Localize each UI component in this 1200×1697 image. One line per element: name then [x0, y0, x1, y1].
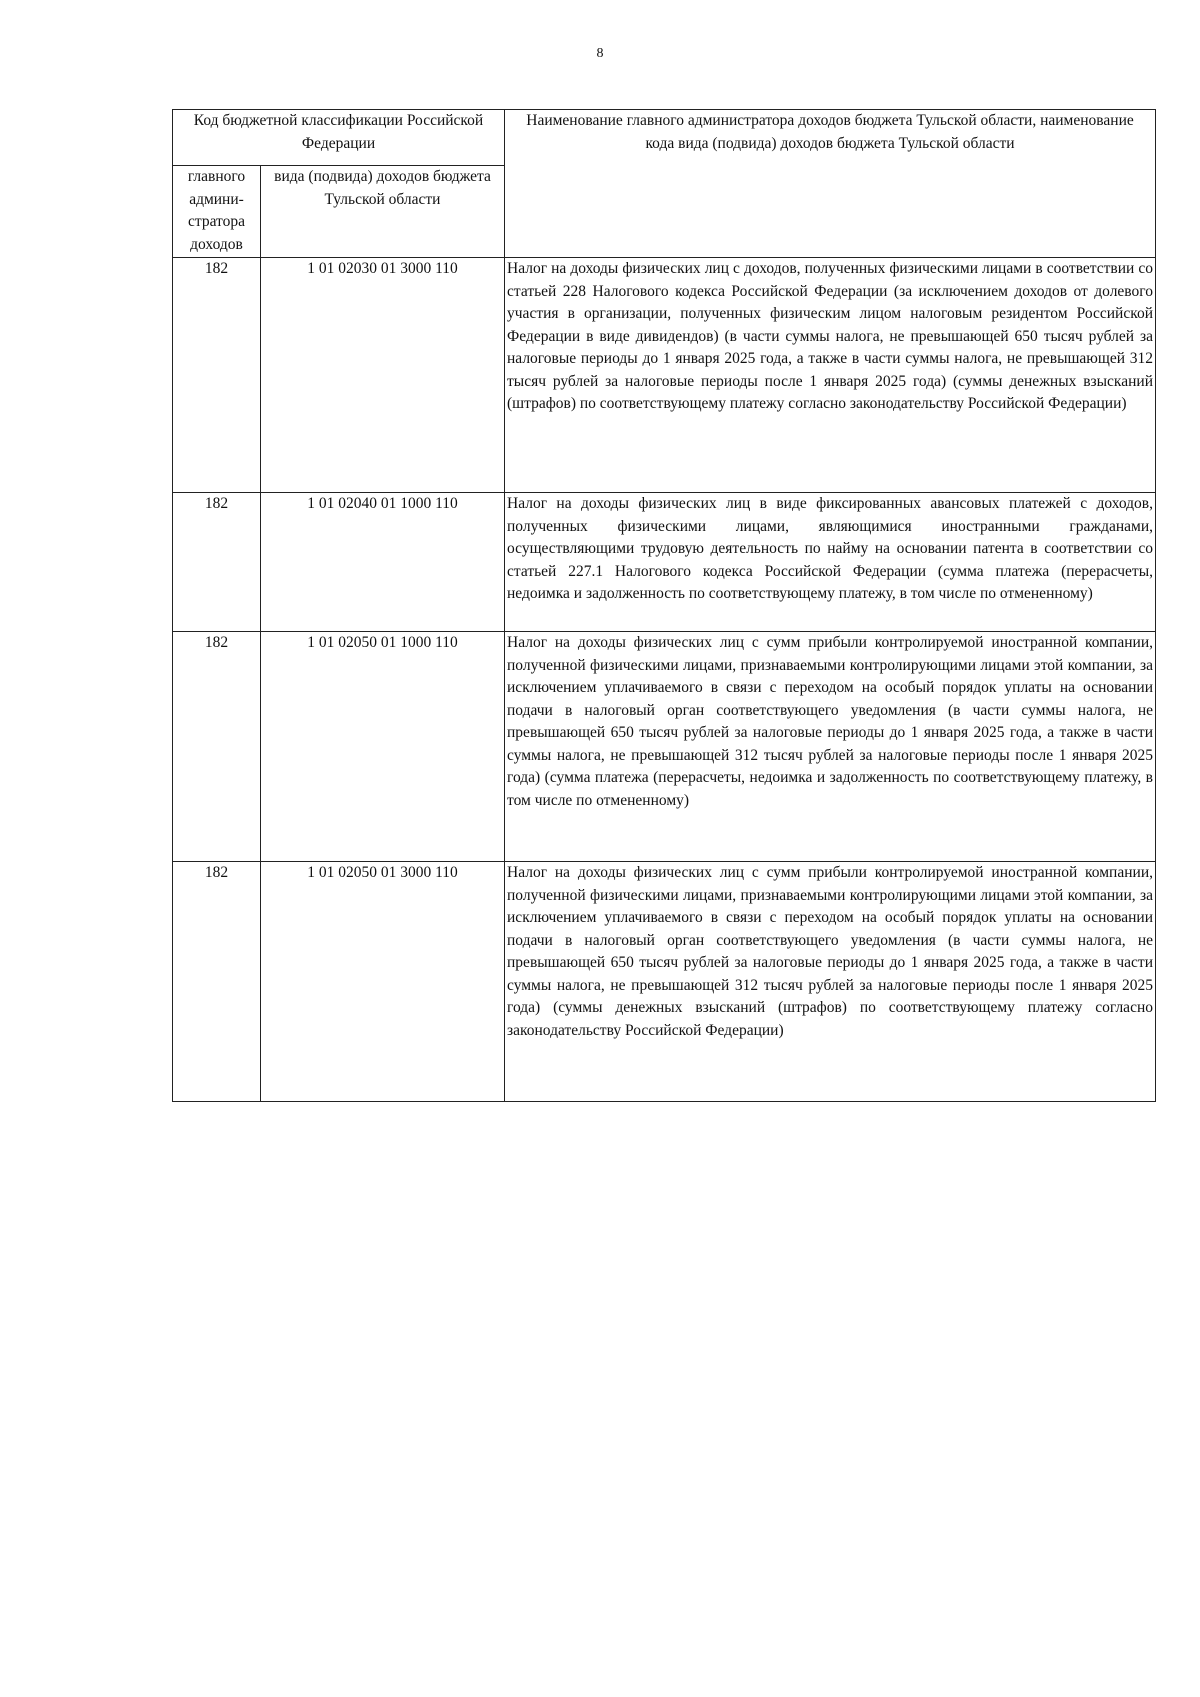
table-row	[173, 862, 1156, 1102]
header-admin-line: стратора	[187, 213, 246, 230]
income-code-cell: 1 01 02040 01 1000 110	[261, 493, 505, 632]
admin-code-cell: 182	[173, 862, 261, 1102]
description-cell: Налог на доходы физических лиц в виде фиксированных авансовых платежей с доходов, полученных физическими лицами, являющимися иностранными гражданами, осуществляющими трудовую деятельность по найму на основании патента в соответствии со статьей 227.1 Налогового кодекса Российской Федерации (сумма платежа (перерасчеты, недоимка и задолженность по соответствующему платежу, в том числе по отмененному)	[505, 493, 1156, 632]
income-code-cell: 1 01 02050 01 3000 110	[261, 862, 505, 1102]
income-code-cell: 1 01 02050 01 1000 110	[261, 632, 505, 862]
admin-code-cell: 182	[173, 258, 261, 493]
table-row	[173, 258, 1156, 493]
description-cell: Налог на доходы физических лиц с доходов, полученных физическими лицами в соответствии со статьей 228 Налогового кодекса Российской Федерации (за исключением доходов от долевого участия в организации, полученных физическим лицом налоговым резидентом Российской Федерации в виде дивидендов) (в части суммы налога, не превышающей 650 тысяч рублей за налоговые периоды до 1 января 2025 года, а также в части суммы налога, не превышающей 312 тысяч рублей за налоговые периоды после 1 января 2025 года) (суммы денежных взысканий (штрафов) по соответствующему платежу согласно законодательству Российской Федерации)	[505, 258, 1156, 493]
description-cell: Налог на доходы физических лиц с сумм прибыли контролируемой иностранной компании, полученной физическими лицами, признаваемыми контролирующими лицами этой компании, за исключением уплачиваемого в связи с переходом на особый порядок уплаты на основании подачи в налоговый орган соответствующего уведомления (в части суммы налога, не превышающей 650 тысяч рублей за налоговые периоды до 1 января 2025 года, а также в части суммы налога, не превышающей 312 тысяч рублей за налоговые периоды после 1 января 2025 года) (сумма платежа (перерасчеты, недоимка и задолженность по соответствующему платежу, в том числе по отмененному)	[505, 632, 1156, 862]
admin-code-cell: 182	[173, 632, 261, 862]
income-code-cell: 1 01 02030 01 3000 110	[261, 258, 505, 493]
header-kind-column: вида (подвида) доходов бюджета Тульской области	[261, 166, 505, 258]
header-admin-line: главного	[187, 168, 246, 185]
page-number: 8	[596, 46, 604, 61]
header-admin-line: доходов	[190, 235, 243, 253]
header-admin-column	[173, 166, 261, 258]
header-code-group: Код бюджетной классификации Российской Федерации	[173, 110, 505, 166]
description-cell: Налог на доходы физических лиц с сумм прибыли контролируемой иностранной компании, полученной физическими лицами, признаваемыми контролирующими лицами этой компании, за исключением уплачиваемого в связи с переходом на особый порядок уплаты на основании подачи в налоговый орган соответствующего уведомления (в части суммы налога, не превышающей 650 тысяч рублей за налоговые периоды до 1 января 2025 года, а также в части суммы налога, не превышающей 312 тысяч рублей за налоговые периоды после 1 января 2025 года) (суммы денежных взысканий (штрафов) по соответствующему платежу согласно законодательству Российской Федерации)	[505, 862, 1156, 1102]
header-row-top	[173, 110, 1156, 166]
header-name-column: Наименование главного администратора доходов бюджета Тульской области, наименование кода вида (подвида) доходов бюджета Тульской области	[505, 110, 1156, 258]
table-row	[173, 493, 1156, 632]
budget-classification-table	[172, 109, 1156, 1102]
header-admin-line: админи-	[189, 190, 244, 208]
admin-code-cell: 182	[173, 493, 261, 632]
table-row	[173, 632, 1156, 862]
